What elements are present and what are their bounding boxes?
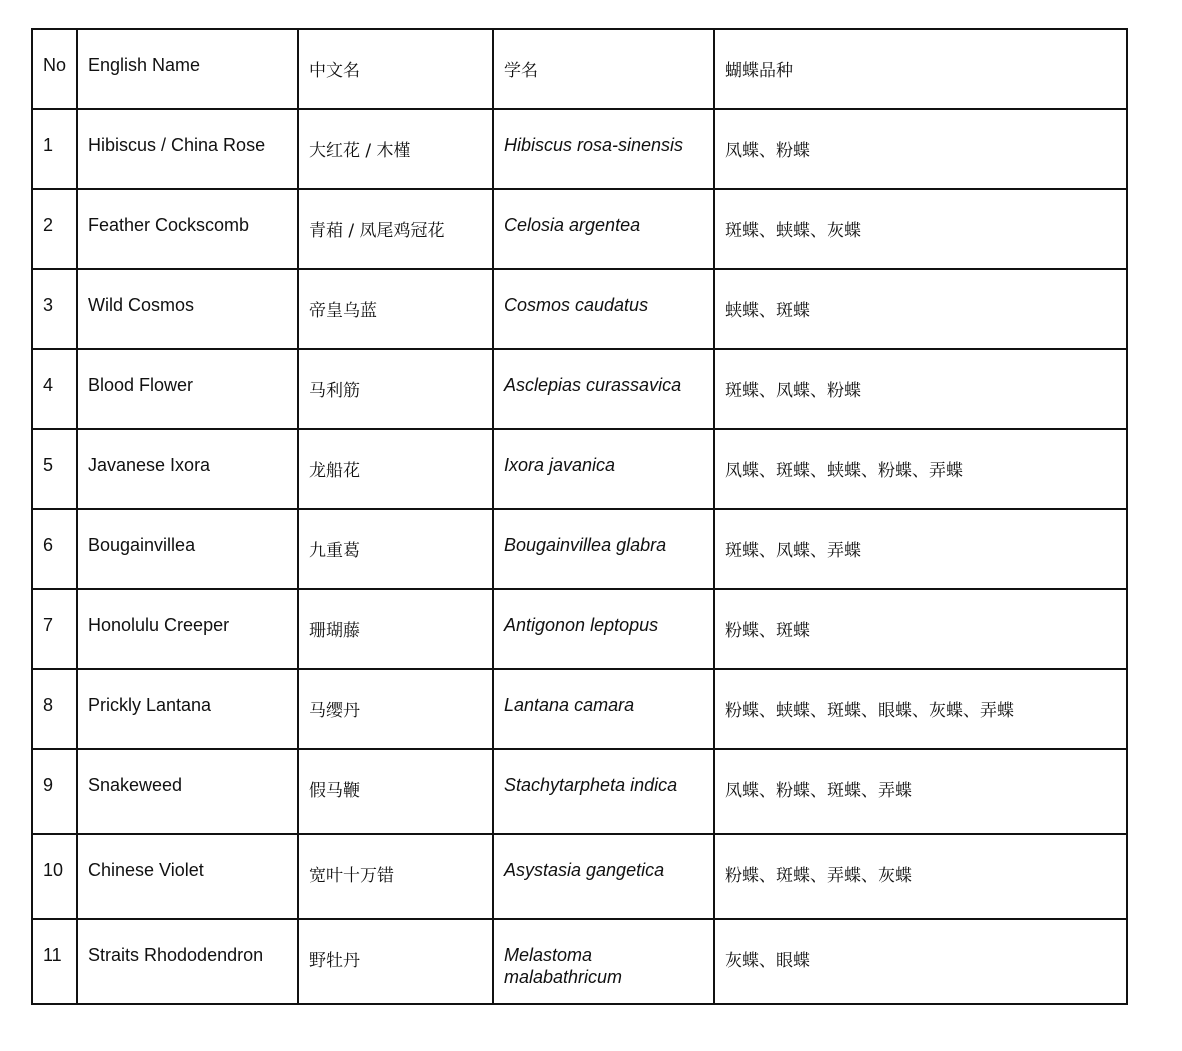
cell-chinese-name: 青葙 / 凤尾鸡冠花 [298,189,493,269]
cell-butterfly-species: 凤蝶、斑蝶、蛱蝶、粉蝶、弄蝶 [714,429,1127,509]
cell-no: 6 [32,509,77,589]
cell-english-name: Hibiscus / China Rose [77,109,298,189]
cell-no: 4 [32,349,77,429]
cell-english-name: Honolulu Creeper [77,589,298,669]
cell-chinese-name: 马利筋 [298,349,493,429]
cell-scientific-name: Melastoma malabathricum [493,919,714,1004]
cell-no: 11 [32,919,77,1004]
cell-chinese-name: 宽叶十万错 [298,834,493,919]
header-english-name: English Name [77,29,298,109]
table-row [32,834,1127,919]
cell-english-name: Javanese Ixora [77,429,298,509]
cell-butterfly-species: 凤蝶、粉蝶、斑蝶、弄蝶 [714,749,1127,834]
header-butterfly-species: 蝴蝶品种 [714,29,1127,109]
cell-english-name: Prickly Lantana [77,669,298,749]
cell-chinese-name: 九重葛 [298,509,493,589]
header-chinese-name: 中文名 [298,29,493,109]
cell-english-name: Chinese Violet [77,834,298,919]
cell-english-name: Bougainvillea [77,509,298,589]
cell-scientific-name: Hibiscus rosa-sinensis [493,109,714,189]
cell-chinese-name: 帝皇乌蓝 [298,269,493,349]
cell-no: 7 [32,589,77,669]
cell-chinese-name: 珊瑚藤 [298,589,493,669]
table-row [32,269,1127,349]
cell-butterfly-species: 蛱蝶、斑蝶 [714,269,1127,349]
table-row [32,749,1127,834]
table-row [32,919,1127,1004]
cell-no: 10 [32,834,77,919]
cell-scientific-name: Cosmos caudatus [493,269,714,349]
cell-chinese-name: 大红花 / 木槿 [298,109,493,189]
table-row [32,509,1127,589]
cell-scientific-name: Celosia argentea [493,189,714,269]
cell-english-name: Wild Cosmos [77,269,298,349]
cell-butterfly-species: 粉蝶、蛱蝶、斑蝶、眼蝶、灰蝶、弄蝶 [714,669,1127,749]
cell-no: 2 [32,189,77,269]
table-row [32,109,1127,189]
cell-scientific-name: Asclepias curassavica [493,349,714,429]
cell-butterfly-species: 粉蝶、斑蝶、弄蝶、灰蝶 [714,834,1127,919]
cell-butterfly-species: 斑蝶、凤蝶、弄蝶 [714,509,1127,589]
cell-scientific-name: Antigonon leptopus [493,589,714,669]
cell-english-name: Blood Flower [77,349,298,429]
butterfly-plant-table [31,28,1128,1005]
table-row [32,349,1127,429]
cell-chinese-name: 马缨丹 [298,669,493,749]
table-header-row [32,29,1127,109]
cell-english-name: Straits Rhododendron [77,919,298,1004]
table-row [32,189,1127,269]
cell-butterfly-species: 斑蝶、凤蝶、粉蝶 [714,349,1127,429]
header-no: No [32,29,77,109]
cell-scientific-name: Asystasia gangetica [493,834,714,919]
cell-english-name: Snakeweed [77,749,298,834]
cell-no: 8 [32,669,77,749]
cell-butterfly-species: 粉蝶、斑蝶 [714,589,1127,669]
cell-scientific-name: Stachytarpheta indica [493,749,714,834]
cell-chinese-name: 野牡丹 [298,919,493,1004]
table-row [32,669,1127,749]
cell-scientific-name: Bougainvillea glabra [493,509,714,589]
cell-no: 3 [32,269,77,349]
cell-butterfly-species: 斑蝶、蛱蝶、灰蝶 [714,189,1127,269]
cell-english-name: Feather Cockscomb [77,189,298,269]
cell-scientific-name: Lantana camara [493,669,714,749]
cell-no: 5 [32,429,77,509]
cell-no: 1 [32,109,77,189]
cell-butterfly-species: 灰蝶、眼蝶 [714,919,1127,1004]
table-row [32,429,1127,509]
cell-butterfly-species: 凤蝶、粉蝶 [714,109,1127,189]
header-scientific-name: 学名 [493,29,714,109]
cell-chinese-name: 假马鞭 [298,749,493,834]
cell-no: 9 [32,749,77,834]
cell-scientific-name: Ixora javanica [493,429,714,509]
table-row [32,589,1127,669]
cell-chinese-name: 龙船花 [298,429,493,509]
